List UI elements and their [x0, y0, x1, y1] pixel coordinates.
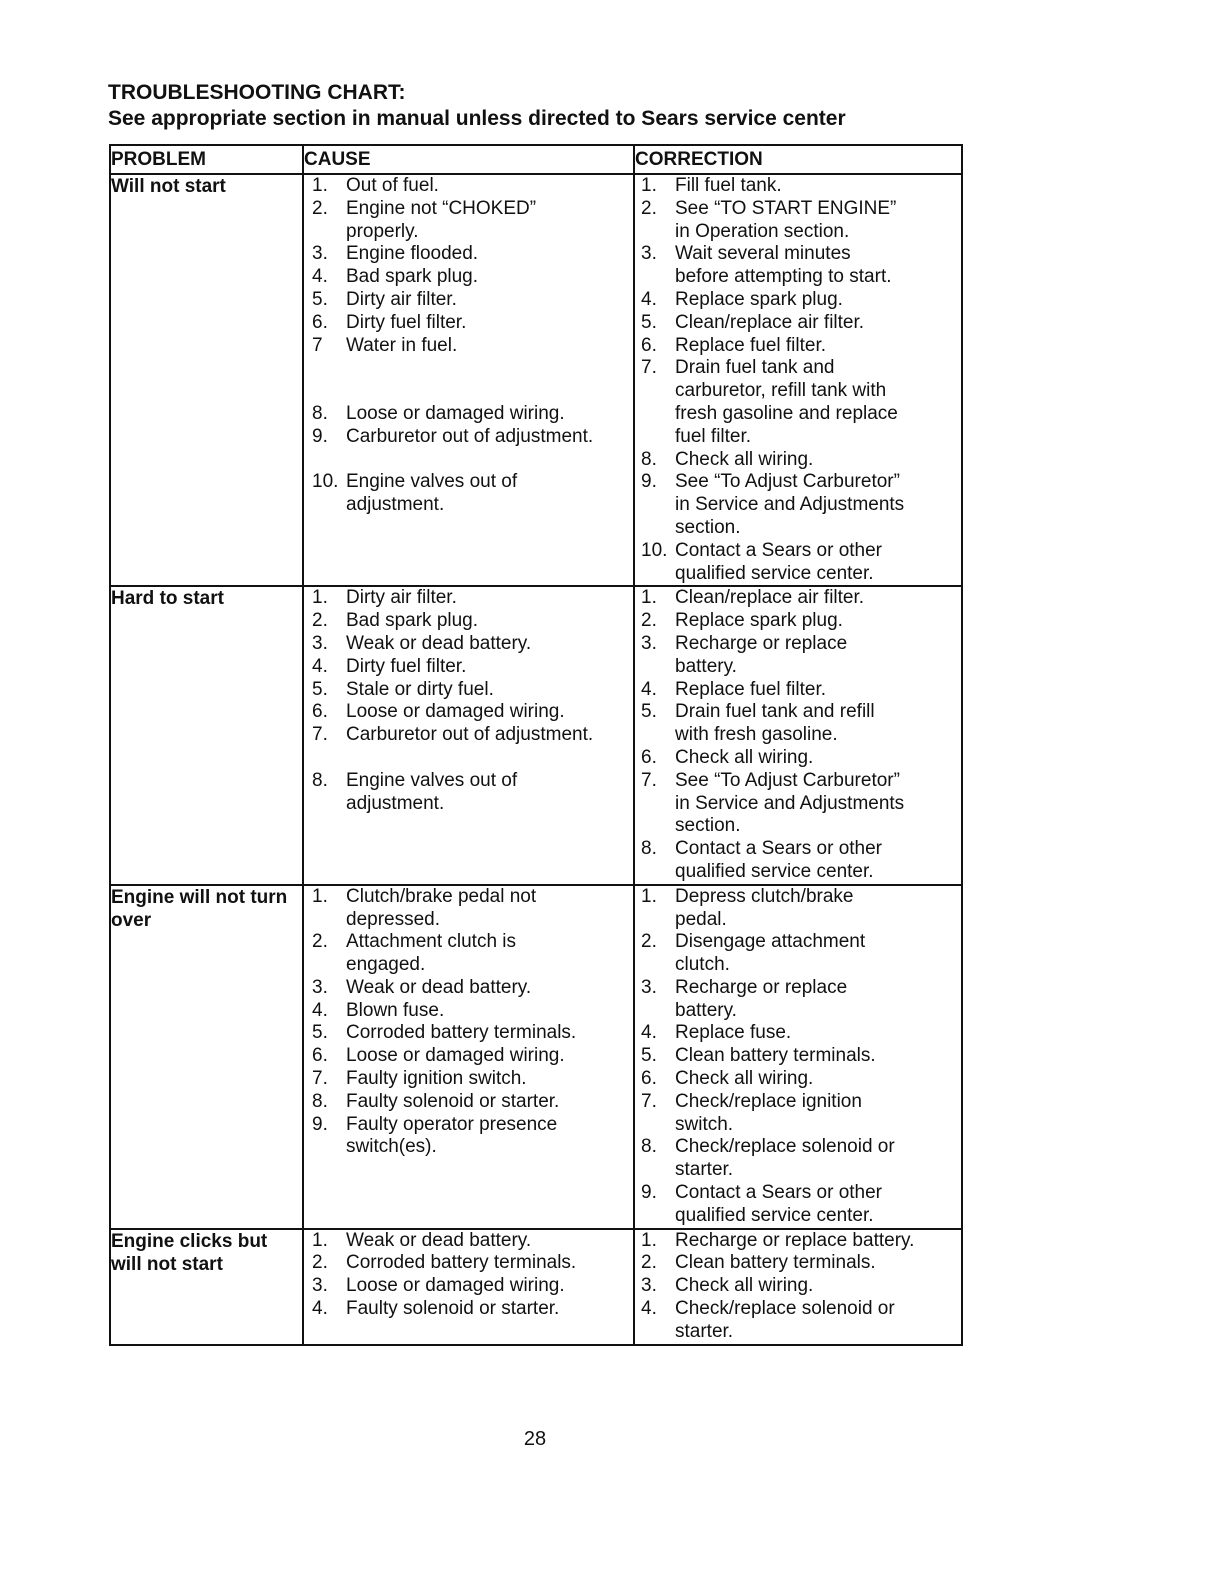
correction-list-item — [635, 1230, 961, 1253]
cause-item-number: 6. — [312, 701, 328, 723]
correction-cell — [634, 586, 962, 884]
correction-item-text: Clean/replace air filter. — [675, 587, 865, 609]
cause-list-item — [304, 1252, 633, 1275]
cause-list-item — [304, 633, 633, 656]
cause-item-text: Engine valves out of adjustment. — [346, 471, 518, 516]
cause-list-item — [304, 610, 633, 633]
correction-list-item — [635, 770, 961, 838]
cause-item-text: Weak or dead battery. — [346, 1229, 532, 1251]
cause-list-item — [304, 175, 633, 198]
cause-item-number: 2. — [312, 931, 328, 953]
cause-item-number: 3. — [312, 243, 328, 265]
correction-item-text: Check all wiring. — [675, 746, 814, 768]
cause-item-number: 1. — [312, 885, 328, 907]
page-number: 28 — [523, 1428, 547, 1450]
cause-item-number: 1. — [312, 587, 328, 609]
correction-item-text: Replace fuel filter. — [675, 678, 827, 700]
cause-item-number: 9. — [312, 425, 328, 447]
correction-list-item — [635, 449, 961, 472]
cause-item-number: 3. — [312, 1275, 328, 1297]
cause-list-item — [304, 335, 633, 403]
cause-item-text: Engine valves out of adjustment. — [346, 769, 518, 814]
chart-subtitle: See appropriate section in manual unless directed to Sears service center — [108, 107, 846, 130]
cause-list-item — [304, 426, 633, 472]
correction-list-item — [635, 633, 961, 679]
correction-list-item — [635, 610, 961, 633]
correction-item-text: Drain fuel tank and refill with fresh gasoline. — [675, 701, 875, 746]
correction-item-number: 5. — [641, 311, 657, 333]
correction-item-text: Clean battery terminals. — [675, 1045, 876, 1067]
cause-list-item — [304, 679, 633, 702]
cause-item-text: Faulty ignition switch. — [346, 1068, 527, 1090]
correction-item-number: 5. — [641, 1045, 657, 1067]
correction-item-number: 4. — [641, 1298, 657, 1320]
correction-item-text: Fill fuel tank. — [675, 175, 782, 196]
correction-item-text: Disengage attachment clutch. — [675, 931, 866, 976]
correction-list-item — [635, 540, 961, 586]
cause-item-text: Faulty solenoid or starter. — [346, 1298, 560, 1320]
correction-list-item — [635, 312, 961, 335]
cause-list-item — [304, 471, 633, 517]
cause-item-number: 7 — [312, 334, 323, 356]
cause-list-item — [304, 1275, 633, 1298]
cause-cell — [303, 1229, 634, 1345]
correction-item-number: 3. — [641, 976, 657, 998]
correction-item-number: 3. — [641, 1275, 657, 1297]
cause-item-number: 4. — [312, 1298, 328, 1320]
correction-list-item — [635, 886, 961, 932]
cause-item-text: Faulty solenoid or starter. — [346, 1090, 560, 1112]
cause-item-number: 8. — [312, 402, 328, 424]
cause-list-item — [304, 701, 633, 724]
correction-list-item — [635, 679, 961, 702]
cause-list-item — [304, 403, 633, 426]
cause-item-text: Dirty air filter. — [346, 288, 457, 310]
cause-list-item — [304, 289, 633, 312]
cause-item-text: Corroded battery terminals. — [346, 1022, 577, 1044]
cause-list-item — [304, 724, 633, 770]
problem-cell: Engine clicks but will not start — [110, 1229, 303, 1345]
cause-list-item — [304, 931, 633, 977]
cause-list-item — [304, 977, 633, 1000]
cause-item-text: Loose or damaged wiring. — [346, 402, 565, 424]
cause-item-number: 4. — [312, 655, 328, 677]
correction-item-number: 6. — [641, 334, 657, 356]
correction-item-text: Drain fuel tank and carburetor, refill tank with fresh gasoline and replace fuel filter. — [675, 357, 898, 447]
correction-item-number: 5. — [641, 701, 657, 723]
cause-list-item — [304, 587, 633, 610]
cause-list-item — [304, 1068, 633, 1091]
cause-item-number: 5. — [312, 288, 328, 310]
correction-item-text: Depress clutch/brake pedal. — [675, 885, 854, 930]
cause-item-text: Weak or dead battery. — [346, 976, 532, 998]
cause-item-number: 2. — [312, 197, 328, 219]
correction-item-number: 2. — [641, 197, 657, 219]
correction-list-item — [635, 471, 961, 539]
cause-item-text: Loose or damaged wiring. — [346, 1275, 565, 1297]
cause-item-number: 9. — [312, 1113, 328, 1135]
problem-cell: Hard to start — [110, 586, 303, 884]
cause-item-number: 6. — [312, 1045, 328, 1067]
cause-item-text: Bad spark plug. — [346, 610, 479, 632]
correction-item-text: Check all wiring. — [675, 1275, 814, 1297]
correction-item-text: Contact a Sears or other qualified service center. — [675, 838, 882, 882]
correction-item-number: 4. — [641, 678, 657, 700]
correction-item-number: 3. — [641, 632, 657, 654]
correction-item-number: 9. — [641, 471, 657, 493]
correction-item-number: 2. — [641, 610, 657, 632]
troubleshooting-table — [109, 144, 963, 1346]
cause-item-text: Out of fuel. — [346, 175, 439, 196]
cause-item-text: Engine flooded. — [346, 243, 479, 265]
correction-item-number: 7. — [641, 357, 657, 379]
correction-item-number: 7. — [641, 769, 657, 791]
correction-item-number: 1. — [641, 175, 657, 196]
cause-item-text: Clutch/brake pedal not depressed. — [346, 885, 537, 930]
correction-item-text: Check/replace ignition switch. — [675, 1090, 862, 1135]
table-body — [110, 174, 962, 1345]
correction-item-number: 6. — [641, 1068, 657, 1090]
cause-list-item — [304, 1114, 633, 1160]
cause-list-item — [304, 198, 633, 244]
correction-item-number: 8. — [641, 448, 657, 470]
cause-list-item — [304, 266, 633, 289]
correction-list-item — [635, 587, 961, 610]
correction-item-text: Replace fuse. — [675, 1022, 792, 1044]
cause-item-text: Attachment clutch is engaged. — [346, 931, 517, 976]
cause-cell — [303, 885, 634, 1229]
cause-item-text: Dirty fuel filter. — [346, 311, 467, 333]
cause-list-item — [304, 1022, 633, 1045]
cause-item-number: 1. — [312, 175, 328, 196]
cause-list-item — [304, 1000, 633, 1023]
cause-item-number: 4. — [312, 999, 328, 1021]
cause-item-number: 2. — [312, 1252, 328, 1274]
chart-title: TROUBLESHOOTING CHART: — [108, 81, 406, 104]
cause-item-number: 5. — [312, 678, 328, 700]
correction-cell — [634, 885, 962, 1229]
correction-item-text: Check all wiring. — [675, 448, 814, 470]
cause-item-number: 8. — [312, 1090, 328, 1112]
correction-list-item — [635, 335, 961, 358]
correction-item-text: Check/replace solenoid or starter. — [675, 1136, 895, 1181]
correction-item-text: Check/replace solenoid or starter. — [675, 1298, 895, 1342]
correction-cell — [634, 1229, 962, 1345]
correction-list-item — [635, 198, 961, 244]
cause-item-number: 5. — [312, 1022, 328, 1044]
correction-list-item — [635, 243, 961, 289]
table-row — [110, 1229, 962, 1345]
cause-item-number: 6. — [312, 311, 328, 333]
cause-item-number: 4. — [312, 266, 328, 288]
problem-cell: Will not start — [110, 174, 303, 586]
cause-item-number: 10. — [312, 471, 339, 493]
cause-list-item — [304, 886, 633, 932]
correction-list-item — [635, 1136, 961, 1182]
correction-item-number: 6. — [641, 746, 657, 768]
cause-item-text: Corroded battery terminals. — [346, 1252, 577, 1274]
correction-item-text: Recharge or replace battery. — [675, 976, 848, 1021]
table-header-row — [110, 145, 962, 174]
correction-item-number: 1. — [641, 587, 657, 609]
table-row — [110, 174, 962, 586]
cause-item-number: 3. — [312, 976, 328, 998]
correction-item-number: 1. — [641, 885, 657, 907]
cause-item-text: Bad spark plug. — [346, 266, 479, 288]
correction-list-item — [635, 977, 961, 1023]
correction-list-item — [635, 357, 961, 448]
cause-item-number: 3. — [312, 632, 328, 654]
correction-item-text: Clean battery terminals. — [675, 1252, 876, 1274]
cause-item-text: Loose or damaged wiring. — [346, 701, 565, 723]
cause-item-text: Carburetor out of adjustment. — [346, 425, 594, 447]
cause-item-text: Blown fuse. — [346, 999, 445, 1021]
correction-cell — [634, 174, 962, 586]
cause-list-item — [304, 1045, 633, 1068]
cause-cell — [303, 586, 634, 884]
correction-list-item — [635, 1182, 961, 1228]
cause-column-header: CAUSE — [303, 145, 634, 174]
cause-item-text: Weak or dead battery. — [346, 632, 532, 654]
correction-item-text: See “To Adjust Carburetor” in Service and Adjustments section. — [675, 769, 905, 837]
correction-item-number: 4. — [641, 288, 657, 310]
correction-list-item — [635, 747, 961, 770]
correction-item-text: Clean/replace air filter. — [675, 311, 865, 333]
correction-item-text: Replace spark plug. — [675, 288, 843, 310]
cause-item-text: Carburetor out of adjustment. — [346, 724, 594, 746]
correction-item-text: See “To Adjust Carburetor” in Service and Adjustments section. — [675, 471, 905, 538]
cause-list-item — [304, 1230, 633, 1253]
correction-item-number: 7. — [641, 1090, 657, 1112]
table-row — [110, 885, 962, 1229]
cause-item-number: 8. — [312, 769, 328, 791]
cause-list-item — [304, 656, 633, 679]
cause-item-number: 1. — [312, 1229, 328, 1251]
cause-list-item — [304, 1091, 633, 1114]
cause-cell — [303, 174, 634, 586]
correction-item-text: Wait several minutes before attempting to start. — [675, 243, 892, 288]
correction-item-number: 4. — [641, 1022, 657, 1044]
correction-list-item — [635, 1298, 961, 1344]
correction-item-text: Recharge or replace battery. — [675, 632, 848, 677]
cause-item-text: Dirty air filter. — [346, 587, 457, 609]
cause-item-number: 2. — [312, 610, 328, 632]
correction-list-item — [635, 931, 961, 977]
cause-item-text: Engine not “CHOKED” properly. — [346, 197, 537, 242]
correction-item-number: 2. — [641, 931, 657, 953]
correction-item-number: 8. — [641, 838, 657, 860]
cause-item-text: Stale or dirty fuel. — [346, 678, 494, 700]
correction-list-item — [635, 175, 961, 198]
cause-item-text: Water in fuel. — [346, 334, 458, 356]
correction-list-item — [635, 1068, 961, 1091]
correction-item-text: Replace fuel filter. — [675, 334, 827, 356]
correction-list-item — [635, 1091, 961, 1137]
correction-item-text: See “TO START ENGINE” in Operation section. — [675, 197, 897, 242]
cause-item-number: 7. — [312, 1068, 328, 1090]
correction-item-number: 2. — [641, 1252, 657, 1274]
correction-item-text: Recharge or replace battery. — [675, 1229, 915, 1251]
cause-list-item — [304, 312, 633, 335]
cause-list-item — [304, 243, 633, 266]
cause-item-text: Loose or damaged wiring. — [346, 1045, 565, 1067]
correction-item-number: 1. — [641, 1229, 657, 1251]
correction-list-item — [635, 1045, 961, 1068]
correction-item-number: 10. — [641, 539, 668, 561]
correction-list-item — [635, 701, 961, 747]
cause-item-number: 7. — [312, 724, 328, 746]
correction-item-text: Contact a Sears or other qualified service center. — [675, 539, 882, 584]
correction-list-item — [635, 1252, 961, 1275]
cause-list-item — [304, 1298, 633, 1321]
correction-item-number: 3. — [641, 243, 657, 265]
correction-list-item — [635, 1275, 961, 1298]
correction-list-item — [635, 1022, 961, 1045]
correction-list-item — [635, 289, 961, 312]
cause-item-text: Dirty fuel filter. — [346, 655, 467, 677]
correction-item-number: 8. — [641, 1136, 657, 1158]
cause-list-item — [304, 770, 633, 816]
cause-item-text: Faulty operator presence switch(es). — [346, 1113, 558, 1158]
table-row — [110, 586, 962, 884]
correction-item-text: Replace spark plug. — [675, 610, 843, 632]
problem-column-header: PROBLEM — [110, 145, 303, 174]
correction-list-item — [635, 838, 961, 884]
correction-item-number: 9. — [641, 1182, 657, 1204]
correction-item-text: Check all wiring. — [675, 1068, 814, 1090]
correction-item-text: Contact a Sears or other qualified service center. — [675, 1182, 882, 1226]
correction-column-header: CORRECTION — [634, 145, 962, 174]
problem-cell: Engine will not turn over — [110, 885, 303, 1229]
